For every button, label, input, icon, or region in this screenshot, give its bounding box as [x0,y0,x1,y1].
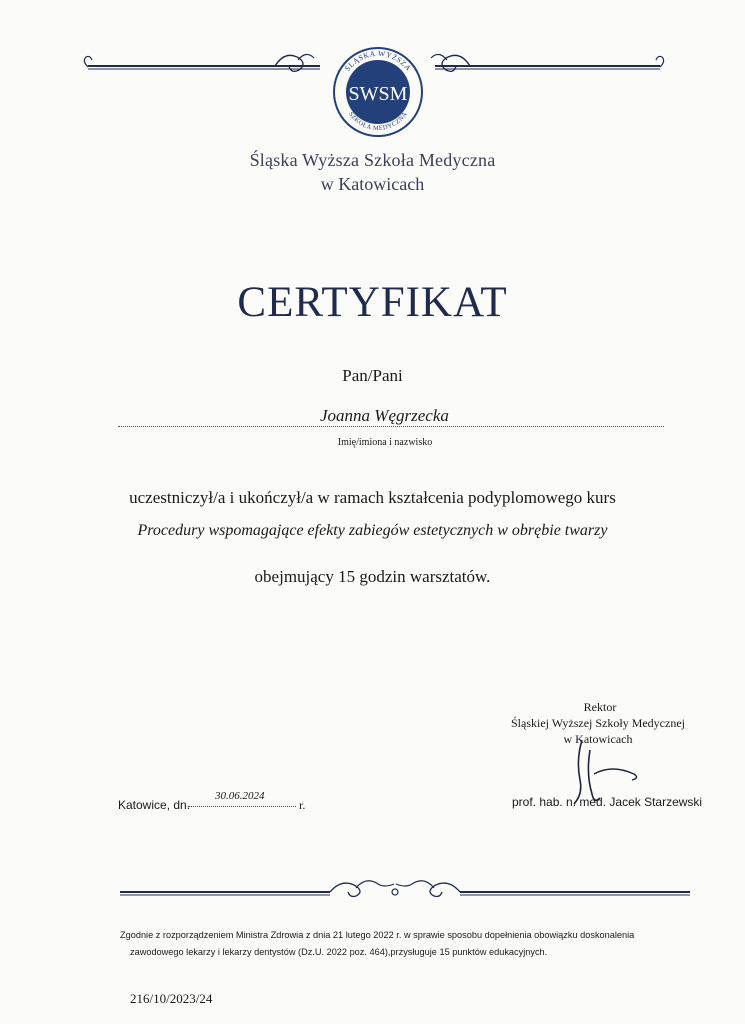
signatory-role: Rektor [583,700,617,714]
footnote-line-1: Zgodnie z rozporządzeniem Ministra Zdrowia z dnia 21 lutego 2022 r. w sprawie sposobu dopełnienia obowiązku doskonalenia [120,930,635,940]
date-dotted-line [188,806,296,807]
hours-text: obejmujący 15 godzin warsztatów. [254,567,491,586]
logo-acronym: SWSM [348,83,408,105]
recipient-caption: Imię/imiona i nazwisko [337,437,433,448]
course-title: Procedury wspomagające efekty zabiegów estetycznych w obrębie twarzy [137,522,608,539]
place-label: Katowice, dn. [118,798,191,812]
issue-date: 30.06.2024 [215,790,265,802]
footnote-line-2: zawodowego lekarzy i lekarzy dentystów (Dz.U. 2022 poz. 464),przysługuje 15 punktów edukacyjnych. [130,947,548,957]
bottom-ornament [0,870,745,910]
date-suffix: r. [299,798,306,812]
institution-city: w Katowicach [320,174,425,194]
signatory-name: prof. hab. n. med. Jacek Starzewski [512,795,703,809]
logo-ring-top: ŚLĄSKA WYŻSZA [342,48,414,73]
completion-text: uczestniczył/a i ukończył/a w ramach kształcenia podyplomowego kurs [129,488,616,507]
reference-number: 216/10/2023/24 [130,991,213,1006]
signatory-city: w Katowicach [563,732,633,746]
document-title: CERTYFIKAT [237,279,508,326]
signatory-org: Śląskiej Wyższej Szkoły Medycznej [510,716,685,730]
recipient-name: Joanna Węgrzecka [320,406,449,425]
logo-ring-bottom: SZKOŁA MEDYCZNA [347,110,409,133]
name-dotted-line [118,426,664,427]
salutation: Pan/Pani [342,366,403,385]
institution-name: Śląska Wyższa Szkoła Medyczna [249,150,496,170]
university-logo [330,44,426,140]
